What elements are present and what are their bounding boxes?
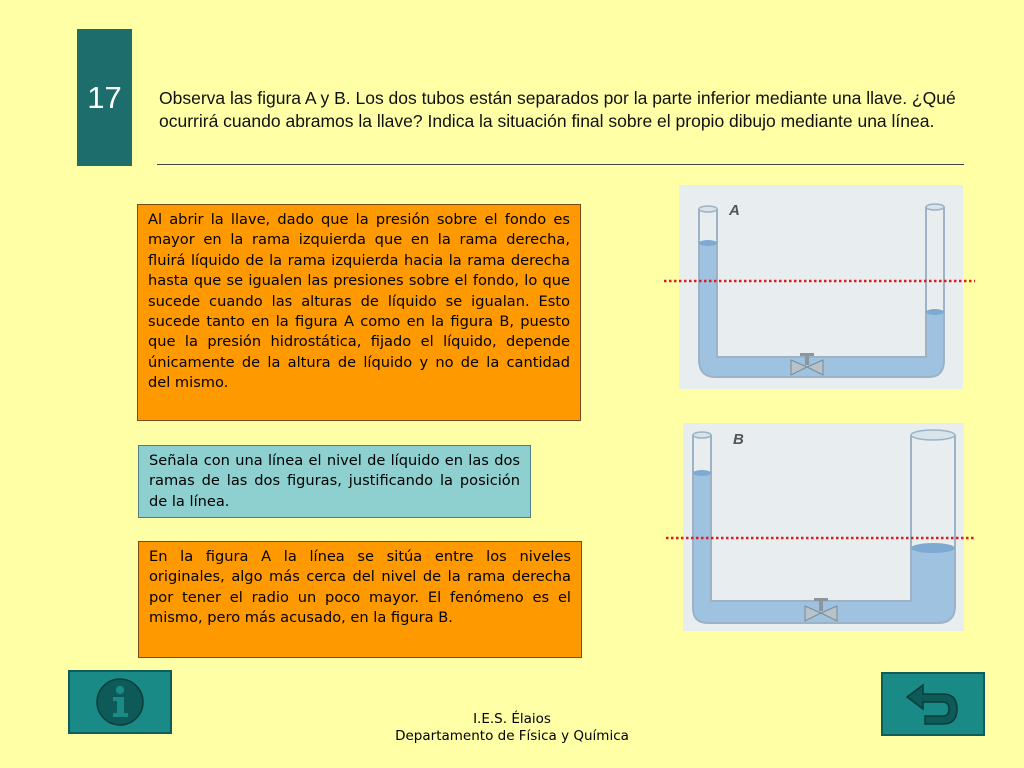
slide-title: Observa las figura A y B. Los dos tubos están separados por la parte inferior mediante una llave. ¿Qué ocurrirá cuando abramos la llave? Indica la situación final sobre el propio dibujo mediante una línea. bbox=[159, 88, 956, 131]
figure-b-right-level bbox=[911, 543, 955, 553]
return-button[interactable] bbox=[881, 672, 985, 736]
explanation-box: Al abrir la llave, dado que la presión sobre el fondo es mayor en la rama izquierda que en la rama derecha, fluirá líquido de la rama izquierda hacia la rama derecha hasta que se igualen las presiones sobre el fondo, lo que sucede cuando las alturas de líquido se igualan. Esto sucede tanto en la figura A como en la figura B, puesto que la presión hidrostática, fijado el líquido, depende únicamente de la altura de líquido y no de la cantidad del mismo. bbox=[137, 204, 581, 421]
figure-b-label: B bbox=[733, 431, 744, 448]
title-divider bbox=[157, 164, 964, 165]
footer-department: Departamento de Física y Química bbox=[395, 728, 629, 744]
figure-a-u-tube bbox=[679, 185, 963, 389]
info-icon bbox=[94, 676, 146, 728]
figure-a-left-level bbox=[699, 240, 717, 246]
footer-school: I.E.S. Élaios bbox=[473, 711, 551, 727]
figure-a-left-opening bbox=[699, 206, 717, 212]
footer bbox=[312, 711, 712, 745]
info-button[interactable] bbox=[68, 670, 172, 734]
answer-box: En la figura A la línea se sitúa entre los niveles originales, algo más cerca del nivel de la rama derecha por tener el radio un poco mayor. El fenómeno es el mismo, pero más acusado, en la figura B. bbox=[138, 541, 582, 658]
figure-a-right-opening bbox=[926, 204, 944, 210]
figure-b-u-tube bbox=[683, 423, 964, 631]
figure-b-left-level bbox=[693, 470, 711, 476]
figure-b-right-opening bbox=[911, 430, 955, 440]
slide-number: 17 bbox=[77, 29, 132, 166]
figure-a-label: A bbox=[729, 202, 740, 219]
figure-b-left-opening bbox=[693, 432, 711, 438]
instruction-box: Señala con una línea el nivel de líquido en las dos ramas de las dos figuras, justificando la posición de la línea. bbox=[138, 445, 531, 518]
return-arrow-icon bbox=[903, 679, 963, 729]
figure-a-right-level bbox=[926, 309, 944, 315]
